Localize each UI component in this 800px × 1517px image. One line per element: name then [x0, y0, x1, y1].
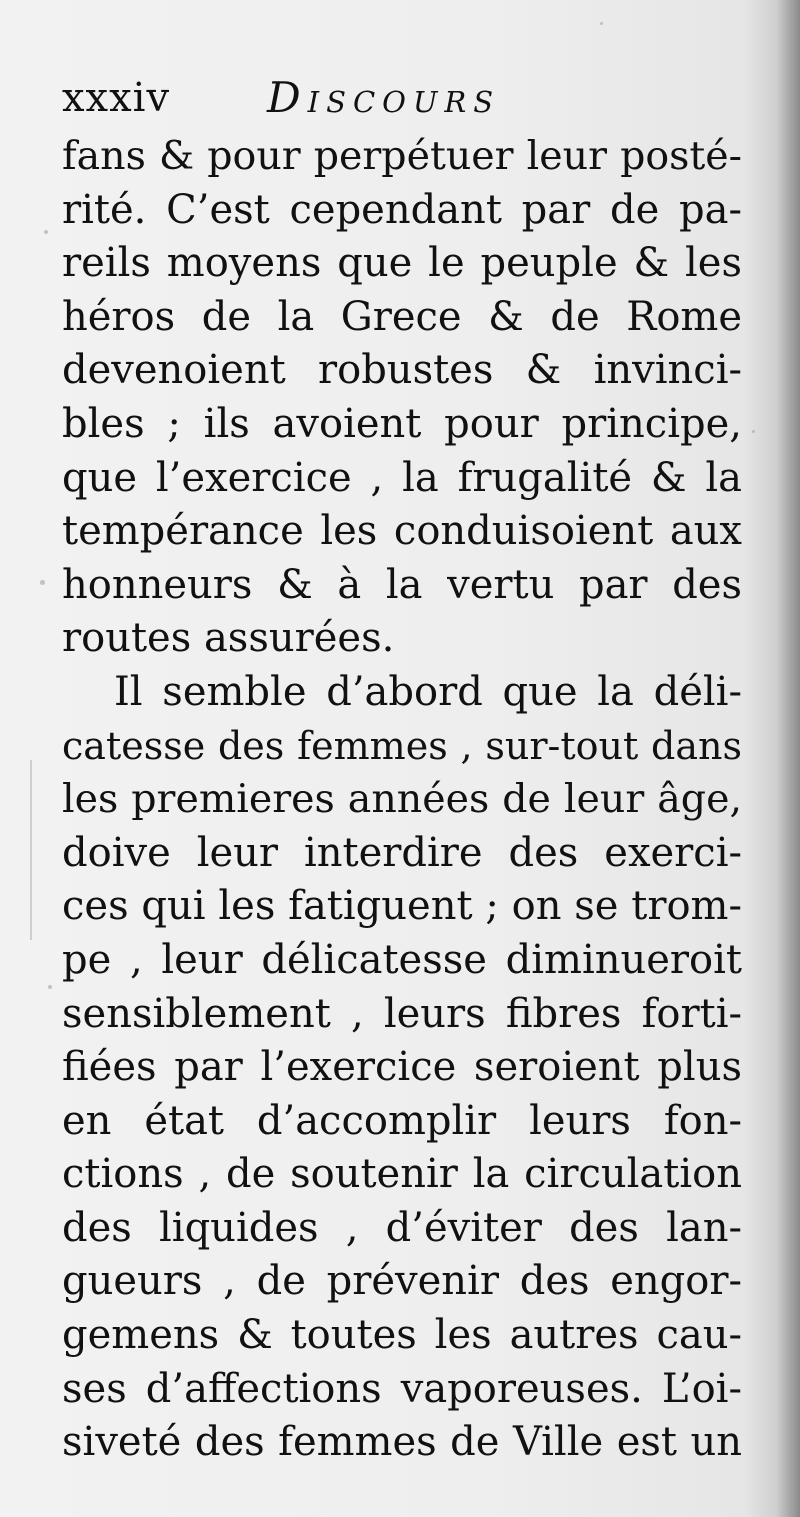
page-edge-mark: [30, 760, 32, 940]
paper-speck: [600, 22, 603, 25]
paper-speck: [40, 580, 45, 585]
paragraph-start-line: Il semble d’abord que la déli-: [114, 668, 742, 715]
paper-speck: [752, 430, 755, 433]
text-line: ctions , de soutenir la circulation: [62, 1151, 742, 1198]
paper-speck: [48, 985, 52, 989]
text-line: tempérance les conduisoient aux: [62, 508, 742, 555]
text-line: les premieres années de leur âge,: [62, 776, 742, 823]
text-line: reils moyens que le peuple & les: [62, 240, 742, 287]
text-line: fans & pour perpétuer leur posté-: [62, 133, 742, 179]
text-line: siveté des femmes de Ville est un: [62, 1419, 742, 1466]
text-line: pe , leur délicatesse diminueroit: [62, 936, 742, 983]
text-line: doive leur interdire des exerci-: [62, 829, 742, 876]
text-line: fiées par l’exercice seroient plus: [62, 1044, 742, 1091]
text-line: en état d’accomplir leurs fon-: [62, 1097, 742, 1144]
paper-speck: [44, 230, 48, 234]
text-line: gueurs , de prévenir des engor-: [62, 1258, 742, 1305]
paragraph-end-line: routes assurées.: [62, 615, 395, 662]
text-line: sensiblement , leurs fibres forti-: [62, 990, 742, 1037]
text-line: que l’exercice , la frugalité & la: [62, 454, 742, 501]
text-line: héros de la Grece & de Rome: [62, 293, 742, 340]
page-number: xxxiv: [62, 75, 171, 121]
text-line: rité. C’est cependant par de pa-: [62, 186, 742, 233]
page-header: [62, 70, 742, 130]
body-text: [62, 130, 742, 1470]
running-head: Discours: [267, 73, 501, 122]
text-line: gemens & toutes les autres cau-: [62, 1312, 742, 1359]
text-line: des liquides , d’éviter des lan-: [62, 1204, 742, 1251]
text-line: honneurs & à la vertu par des: [62, 561, 742, 608]
text-line: bles ; ils avoient pour principe,: [62, 400, 742, 447]
text-line: ses d’affections vaporeuses. L’oi-: [62, 1365, 742, 1412]
text-line: ces qui les fatiguent ; on se trom-: [62, 883, 742, 930]
text-line: devenoient robustes & invinci-: [62, 347, 742, 394]
text-line: catesse des femmes , sur-tout dans: [62, 723, 742, 768]
